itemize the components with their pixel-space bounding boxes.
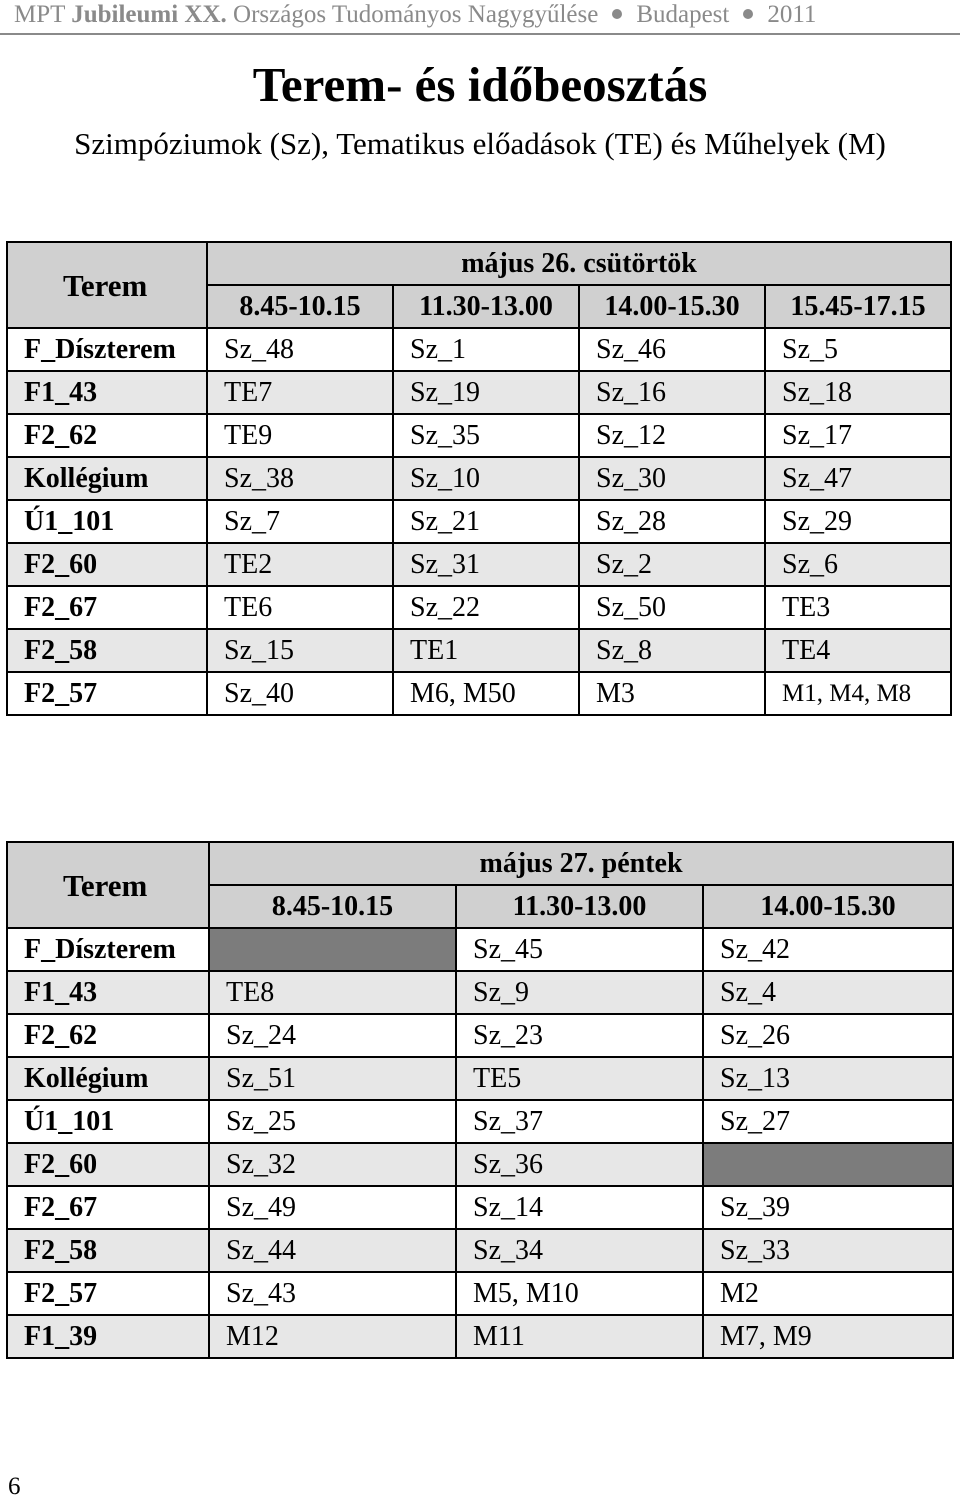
time-slot-header: 14.00-15.30: [579, 285, 765, 328]
session-cell: Sz_44: [209, 1229, 456, 1272]
table-row: [7, 1143, 953, 1186]
room-cell: F2_67: [7, 1186, 209, 1229]
session-cell: Sz_37: [456, 1100, 703, 1143]
header-rule: [0, 33, 960, 35]
header-conference: Országos Tudományos Nagygyűlése: [226, 1, 599, 28]
session-cell: Sz_19: [393, 371, 579, 414]
room-cell: Kollégium: [7, 1057, 209, 1100]
table-row: [7, 1272, 953, 1315]
date-header-row: [7, 842, 953, 885]
session-cell: M11: [456, 1315, 703, 1358]
unavailable-cell: [703, 1143, 953, 1186]
session-cell: M7, M9: [703, 1315, 953, 1358]
table-row: [7, 1229, 953, 1272]
room-cell: F_Díszterem: [7, 328, 207, 371]
session-cell: M6, M50: [393, 672, 579, 715]
session-cell: Sz_4: [703, 971, 953, 1014]
session-cell: Sz_21: [393, 500, 579, 543]
page-subtitle: Szimpóziumok (Sz), Tematikus előadások (TE) és Műhelyek (M): [74, 126, 886, 161]
session-cell: Sz_39: [703, 1186, 953, 1229]
session-cell: Sz_28: [579, 500, 765, 543]
header-city: Budapest: [636, 1, 730, 28]
session-cell: TE6: [207, 586, 393, 629]
header-prefix: MPT: [14, 1, 72, 28]
running-header: [14, 0, 960, 33]
session-cell: Sz_18: [765, 371, 951, 414]
session-cell: Sz_46: [579, 328, 765, 371]
session-cell: Sz_1: [393, 328, 579, 371]
session-cell: Sz_9: [456, 971, 703, 1014]
session-cell: Sz_12: [579, 414, 765, 457]
session-cell: Sz_7: [207, 500, 393, 543]
session-cell: TE1: [393, 629, 579, 672]
room-cell: F2_57: [7, 672, 207, 715]
session-cell: Sz_48: [207, 328, 393, 371]
session-cell: Sz_38: [207, 457, 393, 500]
session-cell: Sz_33: [703, 1229, 953, 1272]
session-cell: Sz_45: [456, 928, 703, 971]
session-cell: Sz_32: [209, 1143, 456, 1186]
session-cell: Sz_24: [209, 1014, 456, 1057]
session-cell: Sz_31: [393, 543, 579, 586]
session-cell: Sz_17: [765, 414, 951, 457]
table-row: [7, 500, 951, 543]
bullet-icon: [743, 9, 753, 19]
session-cell: Sz_15: [207, 629, 393, 672]
session-cell: M5, M10: [456, 1272, 703, 1315]
time-slot-header: 8.45-10.15: [207, 285, 393, 328]
room-cell: F1_43: [7, 371, 207, 414]
session-cell: M3: [579, 672, 765, 715]
session-cell: Sz_36: [456, 1143, 703, 1186]
table-row: [7, 371, 951, 414]
time-slot-header: 11.30-13.00: [393, 285, 579, 328]
session-cell: Sz_40: [207, 672, 393, 715]
room-cell: F2_60: [7, 543, 207, 586]
session-cell: M1, M4, M8: [765, 672, 951, 715]
room-cell: Kollégium: [7, 457, 207, 500]
session-cell: Sz_6: [765, 543, 951, 586]
time-slot-header: 15.45-17.15: [765, 285, 951, 328]
session-cell: TE3: [765, 586, 951, 629]
room-cell: F2_58: [7, 1229, 209, 1272]
schedule-table-thursday: [6, 241, 952, 716]
session-cell: Sz_35: [393, 414, 579, 457]
room-cell: F1_39: [7, 1315, 209, 1358]
table-row: [7, 1014, 953, 1057]
schedule-table-friday: [6, 841, 954, 1359]
session-cell: Sz_49: [209, 1186, 456, 1229]
time-slot-header: 11.30-13.00: [456, 885, 703, 928]
room-column-header: Terem: [7, 842, 209, 928]
table-row: [7, 629, 951, 672]
header-highlight: Jubileumi XX.: [71, 1, 227, 28]
room-column-header: Terem: [7, 242, 207, 328]
session-cell: Sz_14: [456, 1186, 703, 1229]
session-cell: Sz_10: [393, 457, 579, 500]
session-cell: Sz_29: [765, 500, 951, 543]
session-cell: TE8: [209, 971, 456, 1014]
session-cell: Sz_30: [579, 457, 765, 500]
room-cell: F2_60: [7, 1143, 209, 1186]
session-cell: Sz_16: [579, 371, 765, 414]
session-cell: Sz_22: [393, 586, 579, 629]
room-cell: Ú1_101: [7, 1100, 209, 1143]
table-row: [7, 1315, 953, 1358]
table-row: [7, 1057, 953, 1100]
time-slot-header: 8.45-10.15: [209, 885, 456, 928]
table-row: [7, 1186, 953, 1229]
session-cell: Sz_25: [209, 1100, 456, 1143]
unavailable-cell: [209, 928, 456, 971]
session-cell: TE9: [207, 414, 393, 457]
room-cell: F2_67: [7, 586, 207, 629]
session-cell: Sz_47: [765, 457, 951, 500]
room-cell: F2_62: [7, 1014, 209, 1057]
session-cell: TE5: [456, 1057, 703, 1100]
session-cell: Sz_42: [703, 928, 953, 971]
room-cell: F2_62: [7, 414, 207, 457]
table-row: [7, 414, 951, 457]
session-cell: Sz_26: [703, 1014, 953, 1057]
session-cell: Sz_34: [456, 1229, 703, 1272]
date-header: május 26. csütörtök: [207, 242, 951, 285]
table-row: [7, 328, 951, 371]
table-row: [7, 457, 951, 500]
session-cell: Sz_13: [703, 1057, 953, 1100]
table-row: [7, 586, 951, 629]
header-year: 2011: [767, 1, 817, 28]
table-row: [7, 672, 951, 715]
table-row: [7, 543, 951, 586]
table-row: [7, 1100, 953, 1143]
session-cell: Sz_8: [579, 629, 765, 672]
table-row: [7, 971, 953, 1014]
bullet-icon: [612, 9, 622, 19]
session-cell: TE4: [765, 629, 951, 672]
session-cell: Sz_27: [703, 1100, 953, 1143]
table-row: [7, 928, 953, 971]
time-slot-header: 14.00-15.30: [703, 885, 953, 928]
session-cell: TE2: [207, 543, 393, 586]
session-cell: M2: [703, 1272, 953, 1315]
page-number: 6: [8, 1473, 21, 1500]
room-cell: Ú1_101: [7, 500, 207, 543]
room-cell: F2_57: [7, 1272, 209, 1315]
session-cell: TE7: [207, 371, 393, 414]
page-title: Terem- és időbeosztás: [252, 57, 708, 112]
room-cell: F2_58: [7, 629, 207, 672]
session-cell: M12: [209, 1315, 456, 1358]
room-cell: F_Díszterem: [7, 928, 209, 971]
room-cell: F1_43: [7, 971, 209, 1014]
session-cell: Sz_5: [765, 328, 951, 371]
session-cell: Sz_43: [209, 1272, 456, 1315]
session-cell: Sz_2: [579, 543, 765, 586]
date-header-row: [7, 242, 951, 285]
session-cell: Sz_23: [456, 1014, 703, 1057]
session-cell: Sz_51: [209, 1057, 456, 1100]
session-cell: Sz_50: [579, 586, 765, 629]
date-header: május 27. péntek: [209, 842, 953, 885]
